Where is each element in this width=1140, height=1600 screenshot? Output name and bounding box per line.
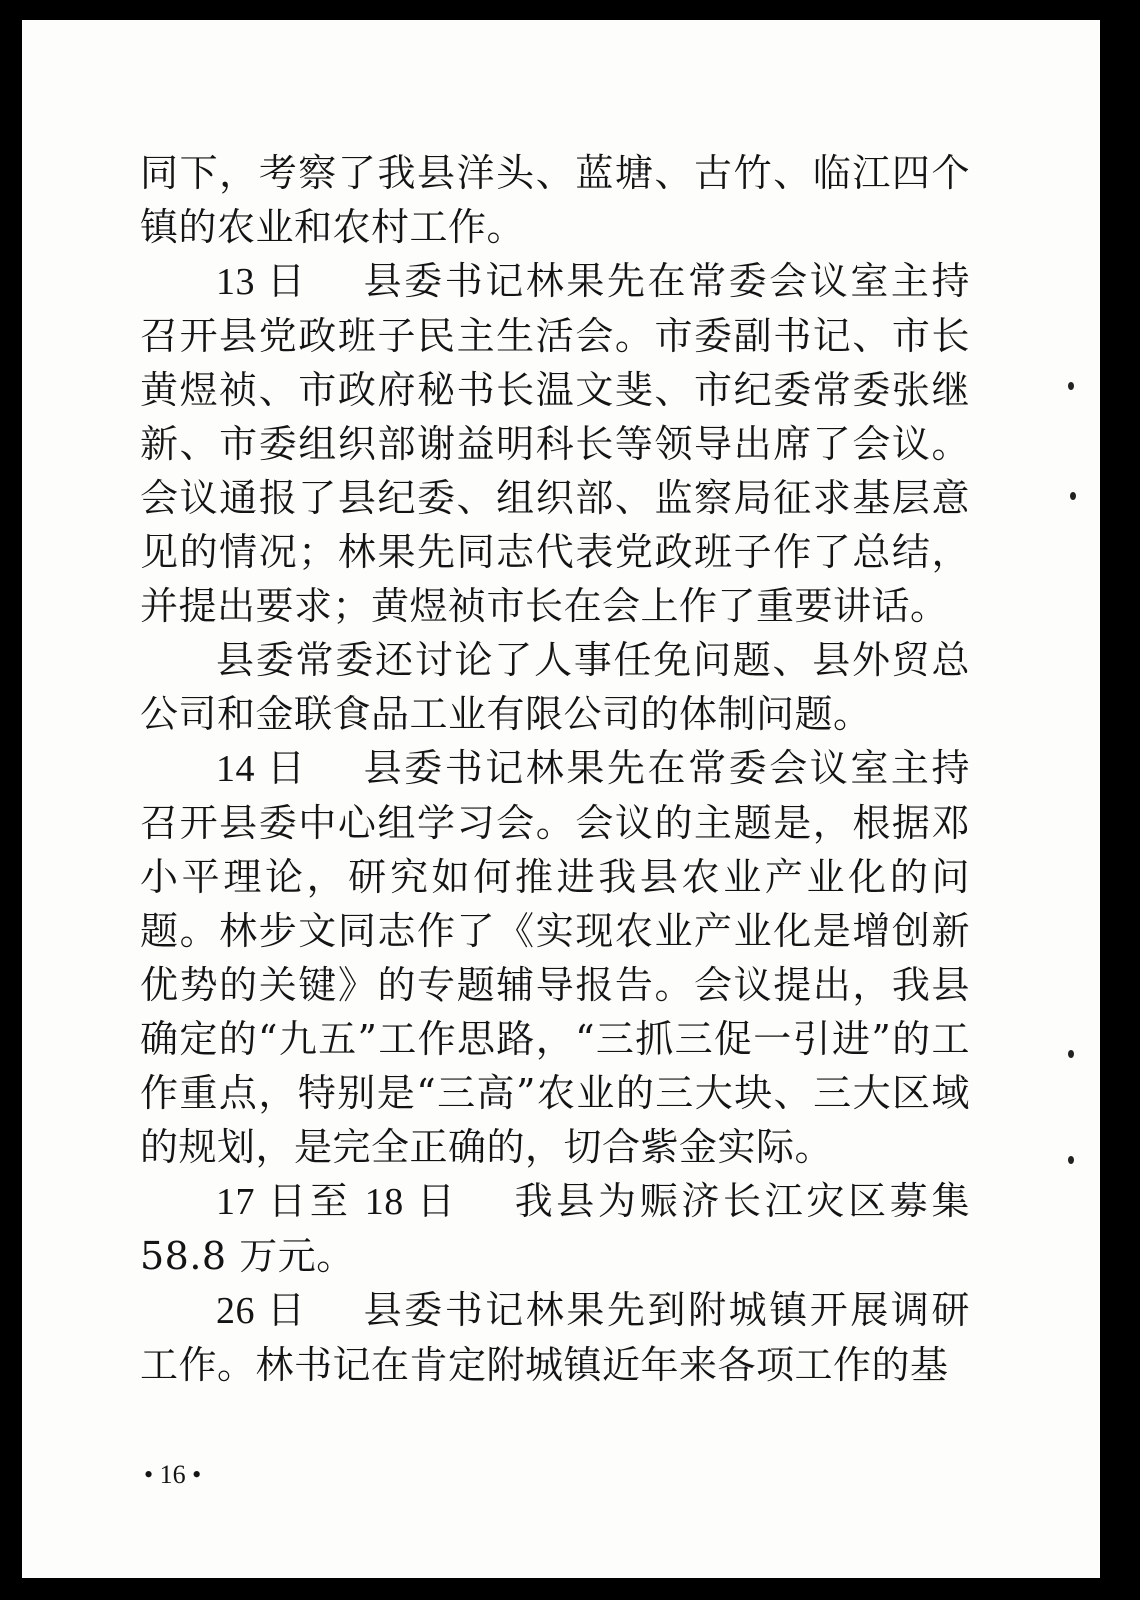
- paragraph-text: 同下，考察了我县洋头、蓝塘、古竹、临江四个镇的农业和农村工作。: [140, 151, 970, 249]
- scan-speck: [1068, 382, 1074, 390]
- paragraph-text: 县委书记林果先在常委会议室主持召开县委中心组学习会。会议的主题是，根据邓小平理论，研究如何推进我县农业产业化的问题。林步文同志作了《实现农业产业化是增创新优势的关键》的专题辅导报告。会议提出，我县确定的“九五”工作思路，“三抓三促一引进”的工作重点，特别是“三高”农业的三大块、三大区域的规划，是完全正确的，切合紫金实际。: [140, 746, 970, 1169]
- paragraph-4: [140, 741, 970, 1174]
- scan-speck: [1070, 492, 1076, 500]
- paragraph-6: [140, 1283, 970, 1392]
- paragraph-1: [140, 146, 970, 254]
- paragraph-3: [140, 633, 970, 741]
- paragraph-text: 县委书记林果先在常委会议室主持召开县党政班子民主生活会。市委副书记、市长黄煜祯、市政府秘书长温文斐、市纪委常委张继新、市委组织部谢益明科长等领导出席了会议。会议通报了县纪委、组织部、监察局征求基层意见的情况；林果先同志代表党政班子作了总结，并提出要求；黄煜祯市长在会上作了重要讲话。: [140, 259, 970, 628]
- paragraph-2: [140, 254, 970, 633]
- entry-date: 14 日: [216, 748, 308, 790]
- scan-speck: [1068, 1050, 1074, 1058]
- paragraph-text: 县委常委还讨论了人事任免问题、县外贸总公司和金联食品工业有限公司的体制问题。: [140, 638, 970, 736]
- entry-date: 26 日: [216, 1290, 308, 1332]
- page-number: • 16 •: [144, 1460, 202, 1489]
- entry-date: 13 日: [216, 261, 308, 303]
- paragraph-5: [140, 1174, 970, 1283]
- body-text: [140, 146, 970, 1392]
- document-page: [22, 20, 1100, 1578]
- paragraph-text: 我县为赈济长江灾区募集58.8 万元。: [140, 1179, 970, 1278]
- paragraph-text: 县委书记林果先到附城镇开展调研工作。林书记在肯定附城镇近年来各项工作的基: [140, 1288, 970, 1387]
- scan-speck: [1068, 1156, 1074, 1164]
- entry-date: 17 日至 18 日: [216, 1181, 459, 1223]
